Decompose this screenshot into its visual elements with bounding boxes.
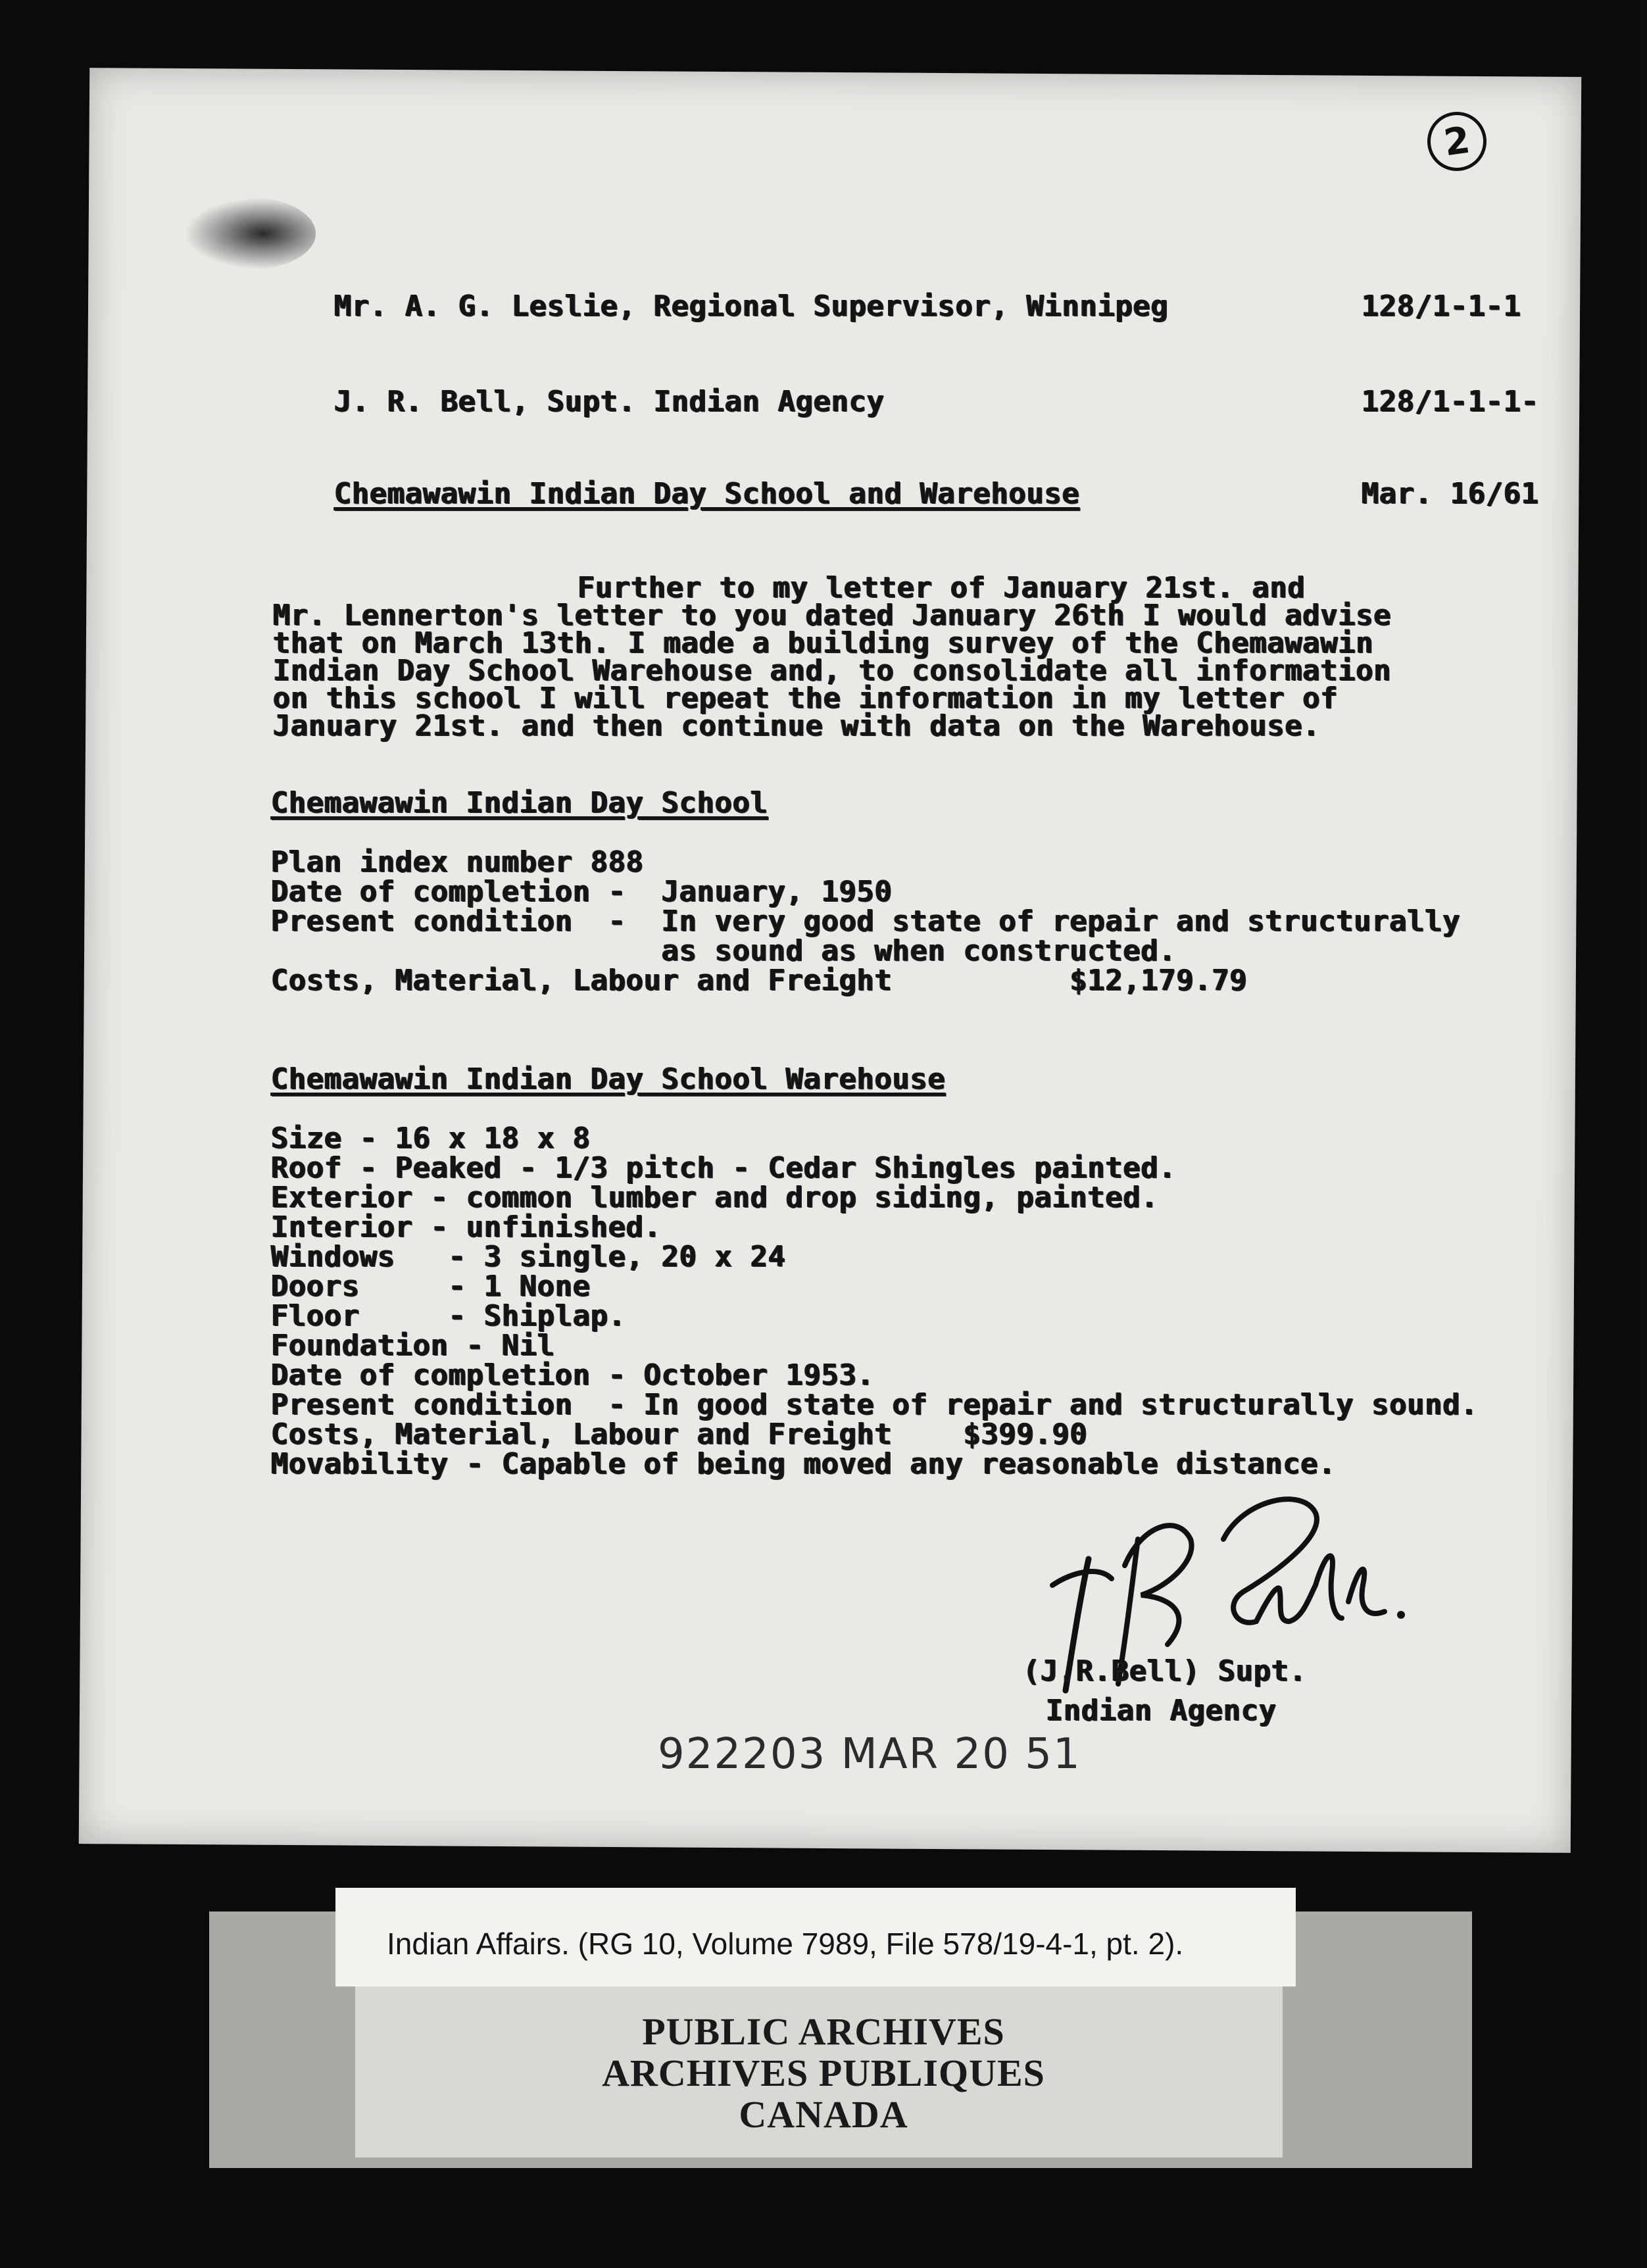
warehouse-line: Date of completion - October 1953. [271,1358,875,1392]
sender-file-number: 128/1-1-1- [1362,385,1539,418]
sender-line: J. R. Bell, Supt. Indian Agency [334,385,885,418]
school-line: as sound as when constructed. [271,934,1177,968]
archive-name-line: ARCHIVES PUBLIQUES [602,2052,1045,2094]
paragraph-line: January 21st. and then continue with data on the Warehouse. [273,709,1321,743]
ink-smudge [184,197,316,270]
signatory-title: Indian Agency [1046,1694,1277,1727]
archive-reference: Indian Affairs. (RG 10, Volume 7989, File 578/19-4-1, pt. 2). [387,1927,1184,1961]
warehouse-line: Floor - Shiplap. [271,1299,626,1333]
archive-name-line: PUBLIC ARCHIVES [642,2010,1005,2053]
warehouse-line: Present condition - In good state of repair and structurally sound. [271,1388,1479,1421]
warehouse-line: Doors - 1 None [271,1270,591,1303]
warehouse-heading: Chemawawin Indian Day School Warehouse [271,1062,946,1096]
page-number-circle: 2 [1423,108,1490,175]
warehouse-line: Interior - unfinished. [271,1210,662,1244]
recipient-file-number: 128/1-1-1 [1362,289,1521,323]
warehouse-line: Movability - Capable of being moved any reasonable distance. [271,1447,1337,1481]
paragraph-line: Indian Day School Warehouse and, to consolidate all information [273,654,1392,687]
paragraph-line: Mr. Lennerton's letter to you dated January 26th I would advise [273,599,1392,632]
school-line: Date of completion - January, 1950 [271,875,893,908]
warehouse-line: Windows - 3 single, 20 x 24 [271,1240,786,1273]
paragraph-line: Further to my letter of January 21st. and [578,571,1306,604]
warehouse-line: Costs, Material, Labour and Freight $399.90 [271,1418,1088,1451]
school-line: Plan index number 888 [271,845,644,879]
recipient-line: Mr. A. G. Leslie, Regional Supervisor, Winnipeg [334,289,1169,323]
letter-date: Mar. 16/61 [1362,477,1539,510]
warehouse-line: Size - 16 x 18 x 8 [271,1122,591,1155]
received-stamp: 922203 MAR 20 51 [658,1730,1081,1779]
school-line: Present condition - In very good state of repair and structurally [271,904,1461,938]
paragraph-line: that on March 13th. I made a building survey of the Chemawawin [273,626,1374,660]
subject-line: Chemawawin Indian Day School and Warehouse [334,477,1080,510]
school-heading: Chemawawin Indian Day School [271,786,768,820]
warehouse-line: Roof - Peaked - 1/3 pitch - Cedar Shingles painted. [271,1151,1177,1185]
warehouse-line: Exterior - common lumber and drop siding, painted. [271,1181,1159,1214]
warehouse-line: Foundation - Nil [271,1329,555,1362]
signatory-name: (J.R.Bell) Supt. [1023,1654,1307,1688]
school-line: Costs, Material, Labour and Freight $12,179.79 [271,964,1248,997]
archive-name-line: CANADA [739,2093,908,2136]
paragraph-line: on this school I will repeat the information in my letter of [273,681,1339,715]
